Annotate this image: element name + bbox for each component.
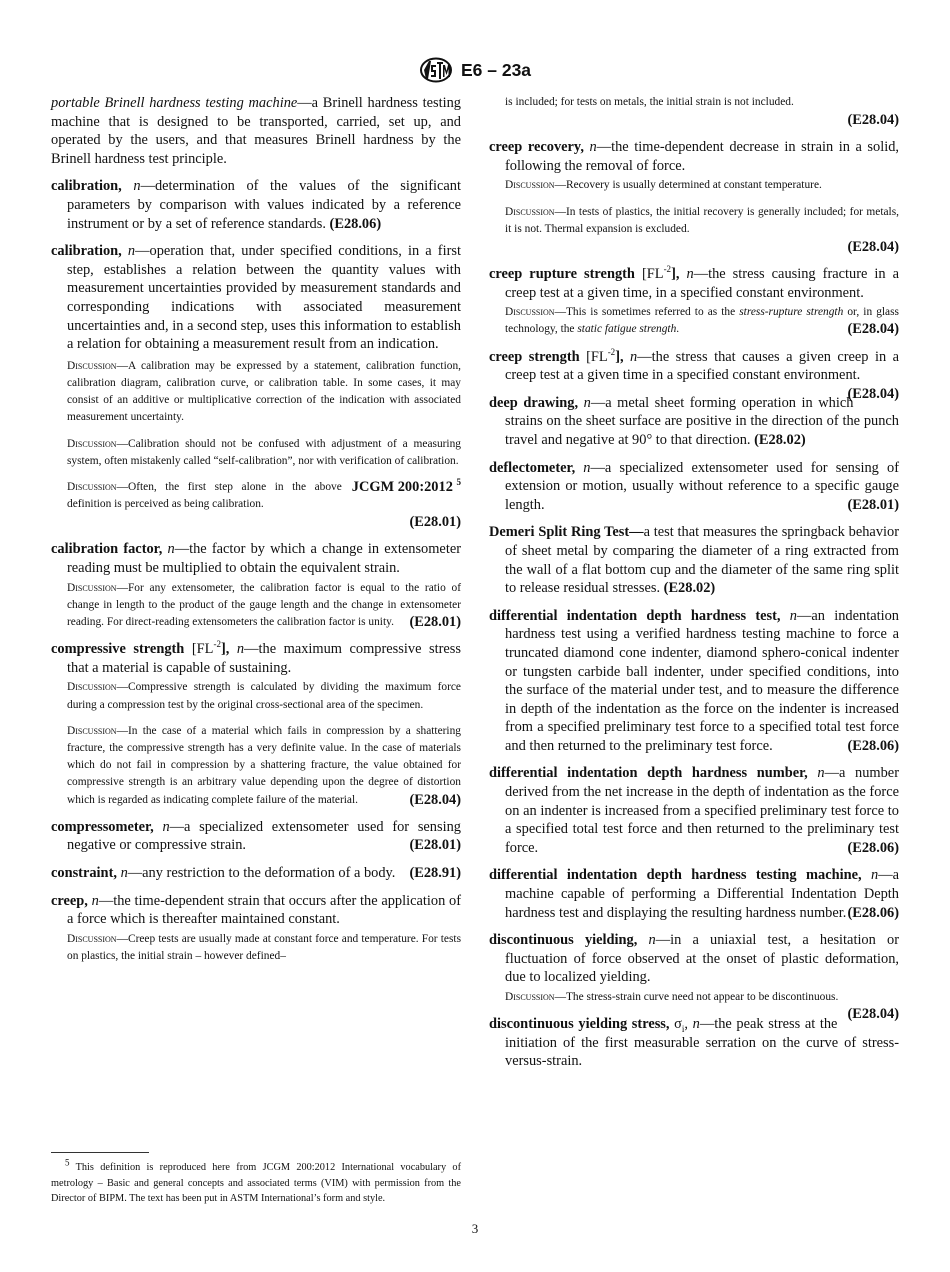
standard-citation: JCGM 200:2012 $^5$: [351, 477, 461, 495]
discussion-note: Discussion—This is sometimes referred to as the stress-rupture strength or, in glass technology, the static fatigue strength. (E28.04): [505, 306, 899, 338]
committee-ref: (E28.01): [847, 496, 899, 513]
term: compressometer,: [51, 818, 154, 835]
discussion-note: Discussion—Recovery is usually determined at constant temperature.: [505, 179, 822, 192]
committee-ref: (E28.04): [847, 239, 899, 255]
definition-entry: compressive strength $[FL^{-2}]$, n—the maximum compressive stress that a material is capable of sustaining.: [51, 639, 461, 676]
footnote-marker: 5: [456, 477, 461, 488]
definition-entry: creep recovery, n—the time-dependent decrease in strain in a solid, following the removal of force.: [489, 139, 900, 174]
footnote-number: 5: [65, 1157, 70, 1168]
footnote-rule: [51, 1152, 149, 1153]
definition-entry: deep drawing, n—a metal sheet forming operation in which strains on the sheet surface are positive in the direction of the punch travel and negative at 90° to that direction. (E28.02): [489, 394, 899, 448]
definition-entry: creep rupture strength $[FL^{-2}]$, n—the stress causing fracture in a creep test at a given time, in a specified constant environment.: [489, 264, 899, 301]
left-column: [51, 94, 461, 974]
committee-ref: (E28.06): [847, 839, 899, 856]
term: calibration,: [51, 243, 122, 260]
term: creep strength: [489, 348, 580, 365]
discussion-note: JCGM 200:2012 $^5$ Discussion—Often, the first step alone in the above definition is perceived as being calibration.: [67, 477, 461, 511]
term: constraint,: [51, 864, 117, 881]
definition-entry: creep, n—the time-dependent strain that occurs after the application of a force which is thereafter maintained constant.: [51, 892, 461, 928]
committee-ref: (E28.04): [409, 791, 461, 808]
right-column: [489, 94, 899, 1080]
definition-entry: differential indentation depth hardness test, n—an indentation hardness test using a verified hardness testing machine to force a truncated diamond cone indenter, diamond sphero-conical indenter or tungsten carbide ball indenter, under specified conditions, into the surface of the material under test, and to measure the difference in depth of the indentation as the force on the indenter is increased from a specified preliminary test force to a specified total test force and then returned to the preliminary test force. (E28.06): [489, 607, 899, 754]
definition-entry: differential indentation depth hardness testing machine, n—a machine capable of performing a Differential Indentation Depth hardness test and displaying the resulting hardness number. (E28.06): [489, 867, 899, 921]
committee-ref: (E28.01): [409, 613, 461, 630]
standard-designation: E6 – 23a: [460, 59, 532, 80]
astm-logo-icon: [419, 57, 453, 83]
definition-entry: calibration, n—operation that, under specified conditions, in a first step, establishes a relation between the quantity values with measurement uncertainties provided by measurement standards and corresponding indications with associated measurement uncertainties and, in a second step, uses this information to establish a relation for obtaining a measurement result from an indication.: [51, 243, 461, 353]
term: creep recovery,: [489, 139, 584, 156]
term: portable Brinell hardness testing machine: [51, 95, 298, 111]
committee-ref: (E28.04): [847, 112, 899, 129]
discussion-note: Discussion—In tests of plastics, the initial recovery is generally included; for metals, it is not. Thermal expansion is excluded.: [505, 205, 899, 235]
definition-entry: calibration, n—determination of the values of the significant parameters by comparison with values indicated by a reference instrument or by a set of reference standards. (E28.06): [51, 178, 461, 232]
committee-ref: (E28.01): [409, 514, 461, 531]
term: deep drawing,: [489, 394, 579, 411]
page-header: [0, 56, 950, 84]
discussion-note: Discussion—Compressive strength is calculated by dividing the maximum force during a compression test by the original cross-sectional area of the specimen.: [67, 681, 461, 711]
committee-ref: (E28.06): [329, 215, 382, 232]
term: calibration,: [51, 178, 122, 195]
footnote: $^5$ This definition is reproduced here from JCGM 200:2012 International vocabulary of metrology – Basic and general concepts and associated terms (VIM) with permission from the Director of BIPM. The text has been put in ASTM International’s form and style.: [51, 1157, 462, 1204]
discussion-continuation: is included; for tests on metals, the initial strain is not included.: [505, 96, 794, 108]
term: differential indentation depth hardness number,: [489, 765, 808, 782]
term: creep rupture strength: [489, 266, 635, 282]
definition-entry: deflectometer, n—a specialized extensometer used for sensing of extension or motion, usually without reference to a specific gauge length. (E28.01): [489, 459, 899, 513]
term: compressive strength: [51, 641, 185, 658]
definition-entry: constraint, n—any restriction to the deformation of a body. (E28.91): [51, 864, 461, 881]
term: creep,: [51, 892, 88, 909]
committee-ref: (E28.91): [409, 864, 461, 881]
definition-entry: creep strength $[FL^{-2}]$, n—the stress that causes a given creep in a creep test at a given time in a specified constant environment. (E28.04): [489, 346, 899, 402]
definition-entry: compressometer, n—a specialized extensometer used for sensing negative or compressive strain. (E28.01): [51, 818, 461, 854]
page-number: 3: [471, 1221, 479, 1236]
definition-entry: discontinuous yielding, n—in a uniaxial test, a hesitation or fluctuation of force observed at the onset of plastic deformation, due to localized yielding.: [489, 932, 899, 986]
committee-ref: (E28.04): [847, 385, 899, 402]
term: Demeri Split Ring Test—: [489, 524, 644, 541]
definition-entry: discontinuous yielding stress, $\sigma_i$, n—the peak stress at the initiation of the first measurable serration on the curve of stress-versus-strain.: [489, 1016, 899, 1070]
committee-ref: (E28.02): [754, 431, 806, 448]
term: calibration factor,: [51, 541, 163, 558]
discussion-note: Discussion—A calibration may be expressed by a statement, calibration function, calibration diagram, calibration curve, or calibration table. In some cases, it may consist of an additive or multiplicative correction of the indication with associated measurement uncertainty.: [67, 359, 461, 424]
discussion-note: Discussion—Creep tests are usually made at constant force and temperature. For tests on plastics, the initial strain – however defined–: [67, 932, 461, 962]
term: deflectometer,: [489, 459, 576, 476]
definition-entry: differential indentation depth hardness number, n—a number derived from the net increase in the depth of indentation as the force on an indenter is increased from a specified preliminary test force to a specified total test force and then returned to the preliminary test force. (E28.06): [489, 765, 899, 856]
term: discontinuous yielding stress,: [489, 1016, 670, 1033]
discussion-note: Discussion—For any extensometer, the calibration factor is equal to the ratio of change in length to the product of the gauge length and the change in extensometer reading. For direct-reading extensometers the calibration factor is unity. (E28.01): [67, 581, 461, 630]
term: differential indentation depth hardness testing machine,: [489, 867, 862, 884]
committee-ref: (E28.04): [847, 321, 899, 338]
committee-ref: (E28.06): [847, 904, 899, 921]
committee-ref: (E28.01): [409, 837, 461, 854]
definition-entry: portable Brinell hardness testing machine—a Brinell hardness testing machine that is designed to be transported, carried, set up, and operated by the users, and that measures Brinell hardness by the Brinell hardness test principle.: [51, 95, 461, 167]
term: differential indentation depth hardness test,: [489, 607, 781, 624]
term: discontinuous yielding,: [489, 932, 638, 949]
committee-ref: (E28.06): [847, 737, 899, 754]
definition-entry: Demeri Split Ring Test—a test that measures the springback behavior of sheet metal by comparing the diameter of a ring extracted from the wall of a flat bottom cup and the diameter of the same ring split to release residual stresses. (E28.02): [489, 524, 900, 597]
definition-entry: calibration factor, n—the factor by which a change in extensometer reading must be multiplied to obtain the equivalent strain.: [51, 541, 461, 576]
discussion-note: Discussion—In the case of a material which fails in compression by a shattering fracture, the compressive strength has a very definite value. In the case of materials which do not fail in compression by a shattering fracture, the value obtained for compressive strength is an arbitrary value depending upon the degree of distortion which is regarded as indicating complete failure of the material. (E28.04): [67, 724, 461, 808]
discussion-note: Discussion—Calibration should not be confused with adjustment of a measuring system, often mistakenly called “self-calibration”, nor with verification of calibration.: [67, 437, 461, 467]
committee-ref: (E28.02): [663, 580, 716, 597]
discussion-note: Discussion—The stress-strain curve need not appear to be discontinuous. (E28.04): [505, 991, 899, 1023]
committee-ref: (E28.04): [847, 1006, 899, 1023]
